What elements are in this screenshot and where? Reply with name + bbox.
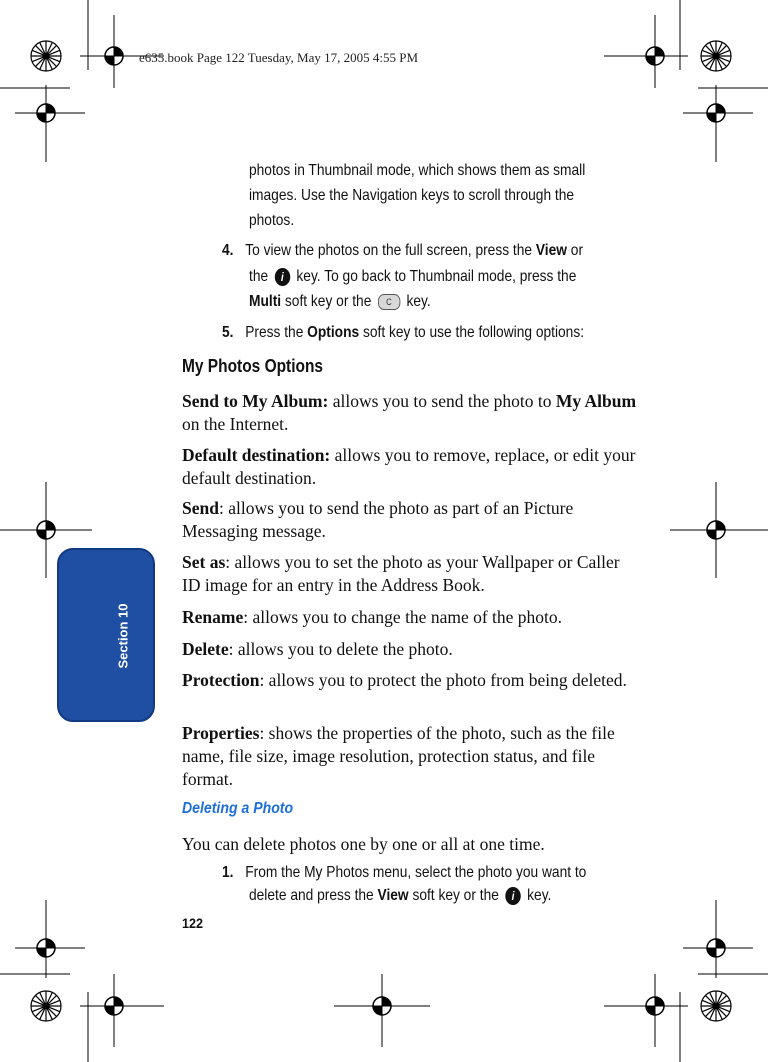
section-tab — [57, 548, 155, 722]
step-text: To view the photos on the full screen, press the — [245, 242, 536, 259]
option-desc: : shows the properties of the photo, such as the file name, file size, image resolution, protection status, and file format. — [182, 723, 615, 789]
option-term: Set as — [182, 552, 226, 572]
step-text: delete and press the — [249, 887, 378, 904]
step-text: soft key or the — [408, 887, 503, 904]
delete-intro: You can delete photos one by one or all at one time. — [182, 834, 545, 854]
step-5 — [222, 320, 584, 345]
step-number: 1. — [222, 864, 234, 881]
option-properties — [182, 722, 642, 790]
intro-line-3: photos. — [249, 212, 295, 229]
option-set-as — [182, 551, 642, 597]
option-term: Send — [182, 498, 219, 518]
option-term: Send to My Album: — [182, 391, 329, 411]
step-number: 4. — [222, 242, 234, 259]
option-desc: : allows you to protect the photo from being deleted. — [259, 670, 627, 690]
step-text: soft key to use the following options: — [359, 324, 585, 341]
multi-key-label: Multi — [249, 293, 282, 310]
option-delete — [182, 638, 642, 661]
clear-c-key-icon: C — [378, 294, 400, 310]
step-text: key. To go back to Thumbnail mode, press the — [292, 268, 577, 285]
section-tab-label: Section 10 — [115, 603, 131, 669]
step-text: From the My Photos menu, select the photo you want to — [245, 864, 587, 881]
page-number: 122 — [182, 915, 204, 931]
option-term: Properties — [182, 723, 260, 743]
navigation-ok-key-icon: i — [275, 268, 290, 286]
navigation-ok-key-icon: i — [505, 887, 520, 905]
intro-line-2: images. Use the Navigation keys to scroll through the — [249, 187, 575, 204]
step-4-line-2 — [249, 264, 576, 289]
intro-line-1: photos in Thumbnail mode, which shows them as small — [249, 162, 586, 179]
print-header: e635.book Page 122 Tuesday, May 17, 2005 4:55 PM — [139, 50, 419, 65]
option-protection — [182, 669, 642, 692]
step-text: key. — [402, 293, 431, 310]
step-text: key. — [523, 887, 552, 904]
option-send-to-my-album — [182, 390, 642, 436]
option-desc: : allows you to send the photo as part of an Picture Messaging message. — [182, 498, 574, 541]
step-text: Press the — [245, 324, 308, 341]
subsection-heading: Deleting a Photo — [182, 800, 294, 817]
option-term: My Album — [555, 391, 637, 411]
option-desc: : allows you to set the photo as your Wallpaper or Caller ID image for an entry in the Address Book. — [182, 552, 620, 595]
option-rename — [182, 606, 642, 629]
view-key-label: View — [377, 887, 409, 904]
option-term: Rename — [182, 607, 244, 627]
option-desc: : allows you to delete the photo. — [228, 639, 453, 659]
step-4-line-1 — [222, 238, 583, 263]
option-desc: allows you to remove, replace, or edit your default destination. — [182, 445, 636, 488]
option-term: Delete — [182, 639, 229, 659]
option-desc: : allows you to change the name of the photo. — [243, 607, 563, 627]
option-term: Protection — [182, 670, 260, 690]
step-text: or — [566, 242, 584, 259]
options-key-label: Options — [307, 324, 360, 341]
option-desc: allows you to send the photo to — [328, 391, 556, 411]
step-text: the — [249, 268, 272, 285]
option-send — [182, 497, 642, 543]
step-4-line-3 — [249, 289, 431, 314]
view-key-label: View — [535, 242, 567, 259]
option-term: Default destination: — [182, 445, 331, 465]
step-1-line-2 — [249, 883, 551, 908]
step-number: 5. — [222, 324, 234, 341]
option-desc: on the Internet. — [182, 413, 289, 434]
option-default-destination — [182, 444, 642, 490]
step-text: soft key or the — [281, 293, 376, 310]
step-1-line-1 — [222, 860, 586, 885]
section-heading: My Photos Options — [182, 356, 324, 376]
